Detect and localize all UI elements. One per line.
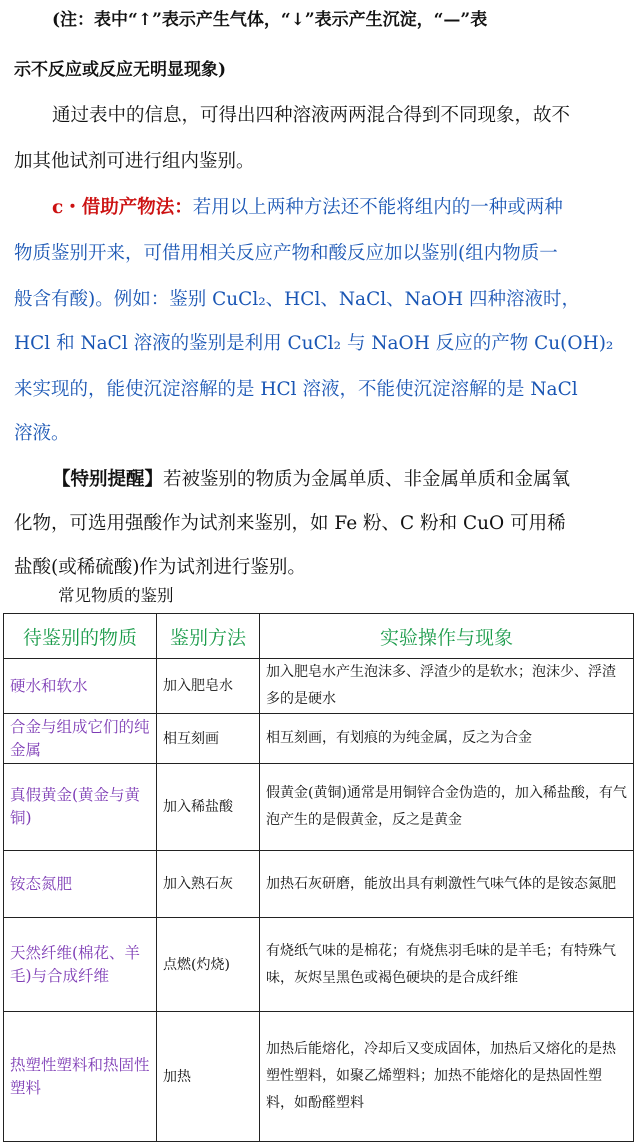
row-method: 加入肥皂水 xyxy=(157,659,260,714)
table-row xyxy=(4,714,634,764)
note-line-1: (注：表中“↑”表示产生气体，“↓”表示产生沉淀，“—”表 xyxy=(52,10,488,30)
row-detail: 有烧纸气味的是棉花；有烧焦羽毛味的是羊毛；有特殊气味，灰烬呈黑色或褐色硬块的是合成纤维 xyxy=(260,918,634,1012)
row-detail: 加入肥皂水产生泡沫多、浮渣少的是软水；泡沫少、浮渣多的是硬水 xyxy=(260,659,634,714)
reminder-line-1-text: 若被鉴别的物质为金属单质、非金属单质和金属氧 xyxy=(163,469,571,490)
table-header-row xyxy=(4,614,634,659)
para-c-label: c・借助产物法： xyxy=(52,197,193,218)
reminder-line-1 xyxy=(52,468,640,492)
row-item: 热塑性塑料和热固性塑料 xyxy=(4,1012,157,1142)
table-row xyxy=(4,1012,634,1142)
table-row xyxy=(4,851,634,918)
row-method: 点燃(灼烧) xyxy=(157,918,260,1012)
row-detail: 加热石灰研磨，能放出具有刺激性气味气体的是铵态氮肥 xyxy=(260,851,634,918)
table-row xyxy=(4,659,634,714)
para-c-line-2: 物质鉴别开来，可借用相关反应产物和酸反应加以鉴别(组内物质一 xyxy=(14,243,558,264)
reminder-line-2: 化物，可选用强酸作为试剂来鉴别，如 Fe 粉、C 粉和 CuO 可用稀 xyxy=(14,513,566,534)
row-detail: 加热后能熔化，冷却后又变成固体，加热后又熔化的是热塑性塑料，如聚乙烯塑料；加热不能熔化的是热固性塑料，如酚醛塑料 xyxy=(260,1012,634,1142)
row-item: 硬水和软水 xyxy=(4,659,157,714)
header-substance: 待鉴别的物质 xyxy=(4,614,157,659)
row-method: 加入稀盐酸 xyxy=(157,764,260,851)
para-c-line-5: 来实现的，能使沉淀溶解的是 HCl 溶液，不能使沉淀溶解的是 NaCl xyxy=(14,379,578,400)
header-operation: 实验操作与现象 xyxy=(260,614,634,659)
note-line-2: 示不反应或反应无明显现象) xyxy=(14,60,227,80)
reminder-line-3: 盐酸(或稀硫酸)作为试剂进行鉴别。 xyxy=(14,557,306,578)
table-row xyxy=(4,764,634,851)
para1-line-2: 加其他试剂可进行组内鉴别。 xyxy=(14,151,255,172)
row-item: 铵态氮肥 xyxy=(4,851,157,918)
para-c-line-3: 般含有酸)。例如：鉴别 CuCl₂、HCl、NaCl、NaOH 四种溶液时， xyxy=(14,289,581,310)
para-c-line-6: 溶液。 xyxy=(14,423,70,444)
row-detail: 假黄金(黄铜)通常是用铜锌合金伪造的，加入稀盐酸，有气泡产生的是假黄金，反之是黄金 xyxy=(260,764,634,851)
row-method: 加入熟石灰 xyxy=(157,851,260,918)
row-item: 天然纤维(棉花、羊毛)与合成纤维 xyxy=(4,918,157,1012)
para-c-line-1-text: 若用以上两种方法还不能将组内的一种或两种 xyxy=(192,197,563,218)
table-row xyxy=(4,918,634,1012)
para-c-line-4: HCl 和 NaCl 溶液的鉴别是利用 CuCl₂ 与 NaOH 反应的产物 Cu(OH)₂ xyxy=(14,333,614,354)
identification-table xyxy=(3,613,634,1142)
row-detail: 相互刻画，有划痕的为纯金属，反之为合金 xyxy=(260,714,634,764)
reminder-label: 【特别提醒】 xyxy=(52,469,164,490)
para1-line-1: 通过表中的信息，可得出四种溶液两两混合得到不同现象，故不 xyxy=(52,105,571,126)
header-method: 鉴别方法 xyxy=(157,614,260,659)
row-method: 加热 xyxy=(157,1012,260,1142)
table-caption: 常见物质的鉴别 xyxy=(58,586,174,605)
row-item: 合金与组成它们的纯金属 xyxy=(4,714,157,764)
para-c-line-1 xyxy=(52,196,640,220)
row-method: 相互刻画 xyxy=(157,714,260,764)
row-item: 真假黄金(黄金与黄铜) xyxy=(4,764,157,851)
